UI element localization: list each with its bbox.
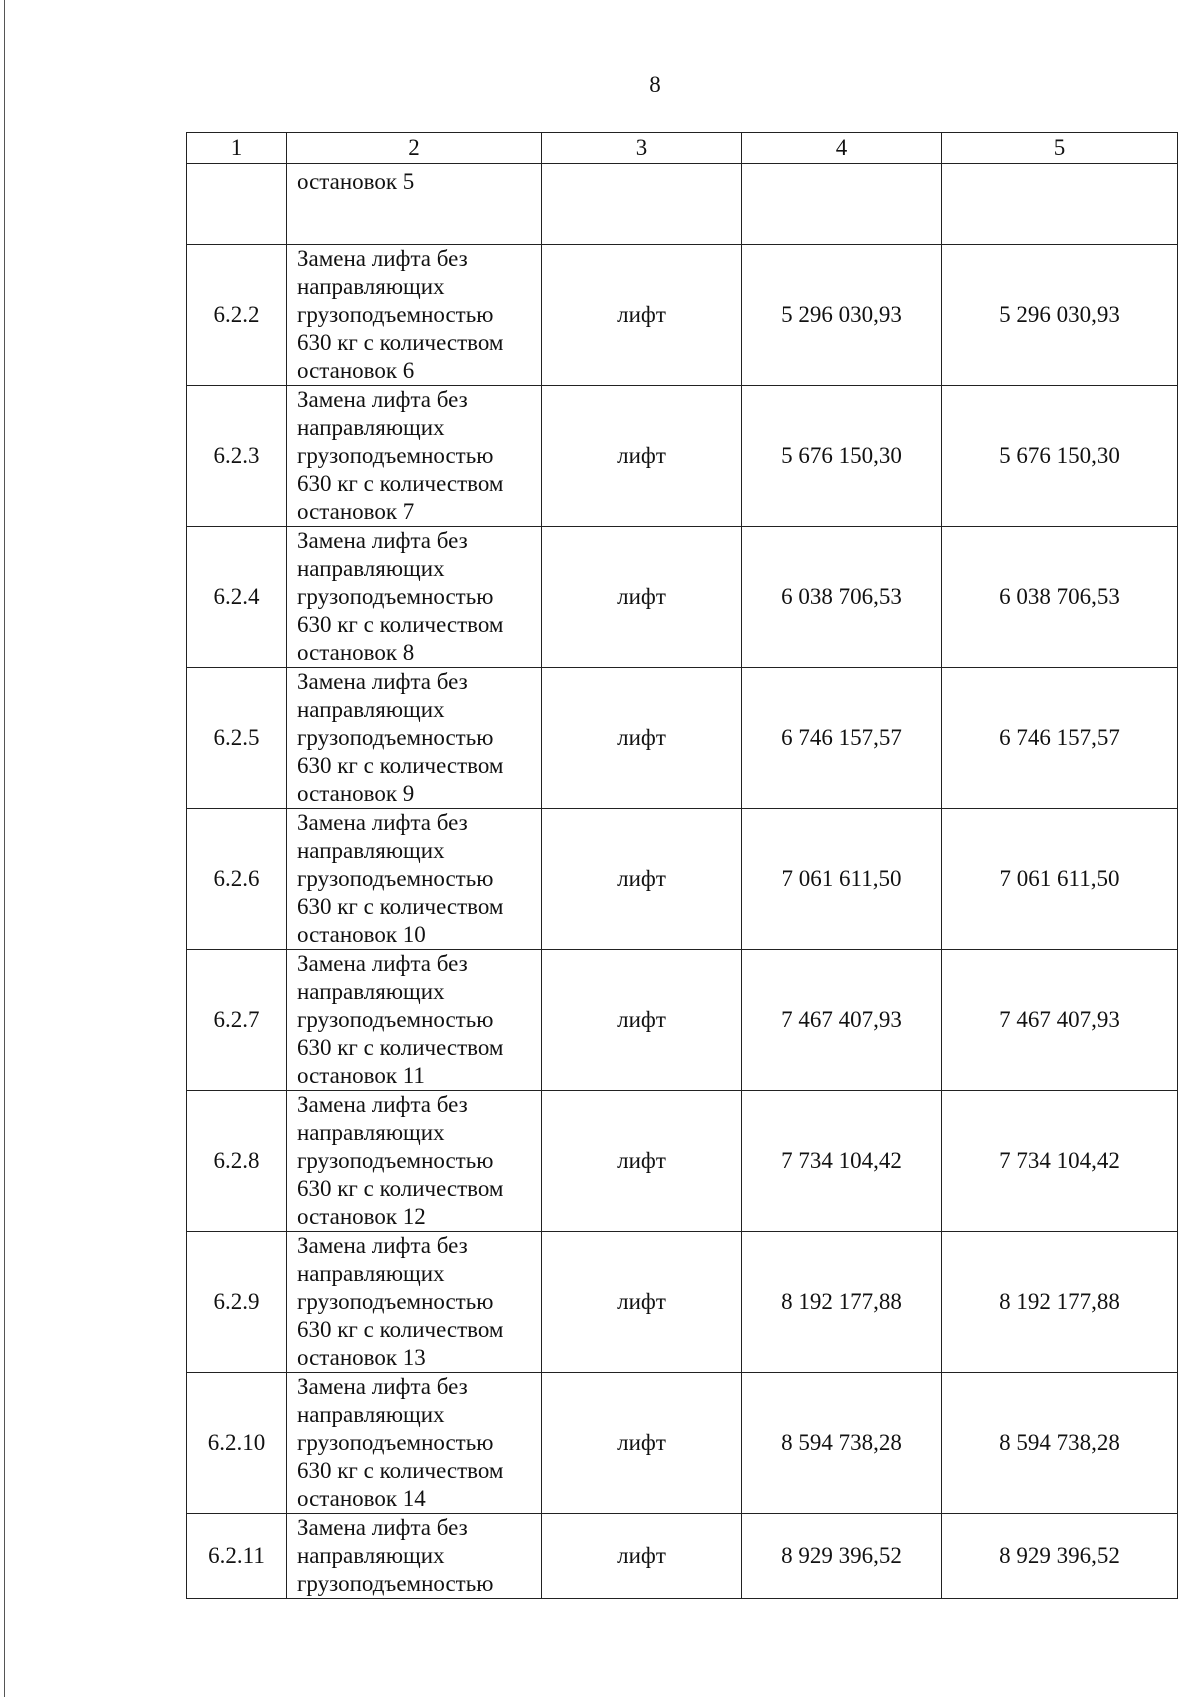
row-col5-value: 6 746 157,57 bbox=[942, 668, 1178, 809]
description-line: остановок 12 bbox=[297, 1204, 426, 1229]
description-line: направляющих bbox=[297, 979, 445, 1004]
row-description bbox=[287, 245, 542, 386]
description-line: остановок 13 bbox=[297, 1345, 426, 1370]
row-unit: лифт bbox=[542, 245, 742, 386]
table-row bbox=[187, 1373, 1178, 1514]
row-unit: лифт bbox=[542, 809, 742, 950]
description-line: 630 кг с количеством bbox=[297, 1458, 504, 1483]
description-line: грузоподъемностью bbox=[297, 1148, 494, 1173]
row-description bbox=[287, 527, 542, 668]
continuation-row bbox=[187, 164, 1178, 245]
column-number-row bbox=[187, 133, 1178, 164]
row-number: 6.2.11 bbox=[187, 1514, 287, 1599]
description-line: 630 кг с количеством bbox=[297, 471, 504, 496]
continuation-col5-cell bbox=[942, 164, 1178, 245]
row-unit: лифт bbox=[542, 1232, 742, 1373]
table-row bbox=[187, 668, 1178, 809]
description-line: Замена лифта без bbox=[297, 1515, 468, 1540]
description-line: Замена лифта без bbox=[297, 951, 468, 976]
row-description bbox=[287, 1232, 542, 1373]
description-line: 630 кг с количеством bbox=[297, 612, 504, 637]
row-col4-value: 7 061 611,50 bbox=[742, 809, 942, 950]
table-row bbox=[187, 1091, 1178, 1232]
continuation-description: остановок 5 bbox=[287, 164, 542, 245]
description-line: направляющих bbox=[297, 274, 445, 299]
description-line: грузоподъемностью bbox=[297, 1571, 494, 1596]
row-col4-value: 8 192 177,88 bbox=[742, 1232, 942, 1373]
description-line: Замена лифта без bbox=[297, 246, 468, 271]
table-row bbox=[187, 1514, 1178, 1599]
row-col5-value: 6 038 706,53 bbox=[942, 527, 1178, 668]
table-row bbox=[187, 809, 1178, 950]
description-line: грузоподъемностью bbox=[297, 725, 494, 750]
continuation-col4-cell bbox=[742, 164, 942, 245]
description-line: Замена лифта без bbox=[297, 1374, 468, 1399]
row-number: 6.2.4 bbox=[187, 527, 287, 668]
row-col4-value: 6 746 157,57 bbox=[742, 668, 942, 809]
row-description bbox=[287, 1373, 542, 1514]
table-row bbox=[187, 386, 1178, 527]
row-col4-value: 6 038 706,53 bbox=[742, 527, 942, 668]
scan-edge-line bbox=[4, 0, 5, 1697]
column-number-2: 2 bbox=[287, 133, 542, 164]
column-number-5: 5 bbox=[942, 133, 1178, 164]
description-line: Замена лифта без bbox=[297, 669, 468, 694]
description-line: грузоподъемностью bbox=[297, 1430, 494, 1455]
description-line: Замена лифта без bbox=[297, 1233, 468, 1258]
description-line: грузоподъемностью bbox=[297, 302, 494, 327]
row-col4-value: 8 594 738,28 bbox=[742, 1373, 942, 1514]
row-col4-value: 7 467 407,93 bbox=[742, 950, 942, 1091]
row-col5-value: 5 676 150,30 bbox=[942, 386, 1178, 527]
row-col5-value: 5 296 030,93 bbox=[942, 245, 1178, 386]
description-line: направляющих bbox=[297, 1402, 445, 1427]
description-line: направляющих bbox=[297, 697, 445, 722]
description-line: грузоподъемностью bbox=[297, 1007, 494, 1032]
row-description bbox=[287, 668, 542, 809]
description-line: Замена лифта без bbox=[297, 387, 468, 412]
description-line: 630 кг с количеством bbox=[297, 753, 504, 778]
row-col4-value: 8 929 396,52 bbox=[742, 1514, 942, 1599]
row-unit: лифт bbox=[542, 386, 742, 527]
table-row bbox=[187, 1232, 1178, 1373]
description-line: 630 кг с количеством bbox=[297, 1317, 504, 1342]
description-line: направляющих bbox=[297, 838, 445, 863]
row-number: 6.2.10 bbox=[187, 1373, 287, 1514]
row-col4-value: 5 676 150,30 bbox=[742, 386, 942, 527]
row-col5-value: 7 061 611,50 bbox=[942, 809, 1178, 950]
description-line: грузоподъемностью bbox=[297, 866, 494, 891]
row-number: 6.2.6 bbox=[187, 809, 287, 950]
page-number: 8 bbox=[649, 72, 661, 97]
description-line: остановок 9 bbox=[297, 781, 415, 806]
row-description bbox=[287, 1091, 542, 1232]
description-line: 630 кг с количеством bbox=[297, 1035, 504, 1060]
table-row bbox=[187, 245, 1178, 386]
row-unit: лифт bbox=[542, 668, 742, 809]
row-description bbox=[287, 386, 542, 527]
description-line: грузоподъемностью bbox=[297, 443, 494, 468]
price-table bbox=[186, 132, 1178, 1599]
description-line: 630 кг с количеством bbox=[297, 894, 504, 919]
row-number: 6.2.9 bbox=[187, 1232, 287, 1373]
table-row bbox=[187, 527, 1178, 668]
price-table-body bbox=[187, 133, 1178, 1599]
row-description bbox=[287, 809, 542, 950]
row-number: 6.2.5 bbox=[187, 668, 287, 809]
row-unit: лифт bbox=[542, 1373, 742, 1514]
row-unit: лифт bbox=[542, 950, 742, 1091]
table-row bbox=[187, 950, 1178, 1091]
row-col5-value: 7 467 407,93 bbox=[942, 950, 1178, 1091]
row-col4-value: 5 296 030,93 bbox=[742, 245, 942, 386]
column-number-3: 3 bbox=[542, 133, 742, 164]
description-line: остановок 14 bbox=[297, 1486, 426, 1511]
description-line: Замена лифта без bbox=[297, 528, 468, 553]
row-col5-value: 8 929 396,52 bbox=[942, 1514, 1178, 1599]
description-line: направляющих bbox=[297, 1543, 445, 1568]
row-col5-value: 8 192 177,88 bbox=[942, 1232, 1178, 1373]
row-unit: лифт bbox=[542, 1514, 742, 1599]
description-line: остановок 11 bbox=[297, 1063, 425, 1088]
description-line: 630 кг с количеством bbox=[297, 1176, 504, 1201]
description-line: 630 кг с количеством bbox=[297, 330, 504, 355]
row-number: 6.2.8 bbox=[187, 1091, 287, 1232]
continuation-num-cell bbox=[187, 164, 287, 245]
description-line: грузоподъемностью bbox=[297, 1289, 494, 1314]
description-line: направляющих bbox=[297, 1120, 445, 1145]
row-unit: лифт bbox=[542, 527, 742, 668]
description-line: остановок 6 bbox=[297, 358, 415, 383]
continuation-unit-cell bbox=[542, 164, 742, 245]
description-line: направляющих bbox=[297, 556, 445, 581]
description-line: Замена лифта без bbox=[297, 810, 468, 835]
column-number-4: 4 bbox=[742, 133, 942, 164]
row-description bbox=[287, 1514, 542, 1599]
row-unit: лифт bbox=[542, 1091, 742, 1232]
description-line: направляющих bbox=[297, 415, 445, 440]
row-col5-value: 8 594 738,28 bbox=[942, 1373, 1178, 1514]
row-number: 6.2.7 bbox=[187, 950, 287, 1091]
description-line: остановок 7 bbox=[297, 499, 415, 524]
description-line: Замена лифта без bbox=[297, 1092, 468, 1117]
description-line: остановок 8 bbox=[297, 640, 415, 665]
row-number: 6.2.2 bbox=[187, 245, 287, 386]
row-description bbox=[287, 950, 542, 1091]
row-number: 6.2.3 bbox=[187, 386, 287, 527]
description-line: грузоподъемностью bbox=[297, 584, 494, 609]
description-line: остановок 10 bbox=[297, 922, 426, 947]
column-number-1: 1 bbox=[187, 133, 287, 164]
description-line: направляющих bbox=[297, 1261, 445, 1286]
row-col5-value: 7 734 104,42 bbox=[942, 1091, 1178, 1232]
row-col4-value: 7 734 104,42 bbox=[742, 1091, 942, 1232]
